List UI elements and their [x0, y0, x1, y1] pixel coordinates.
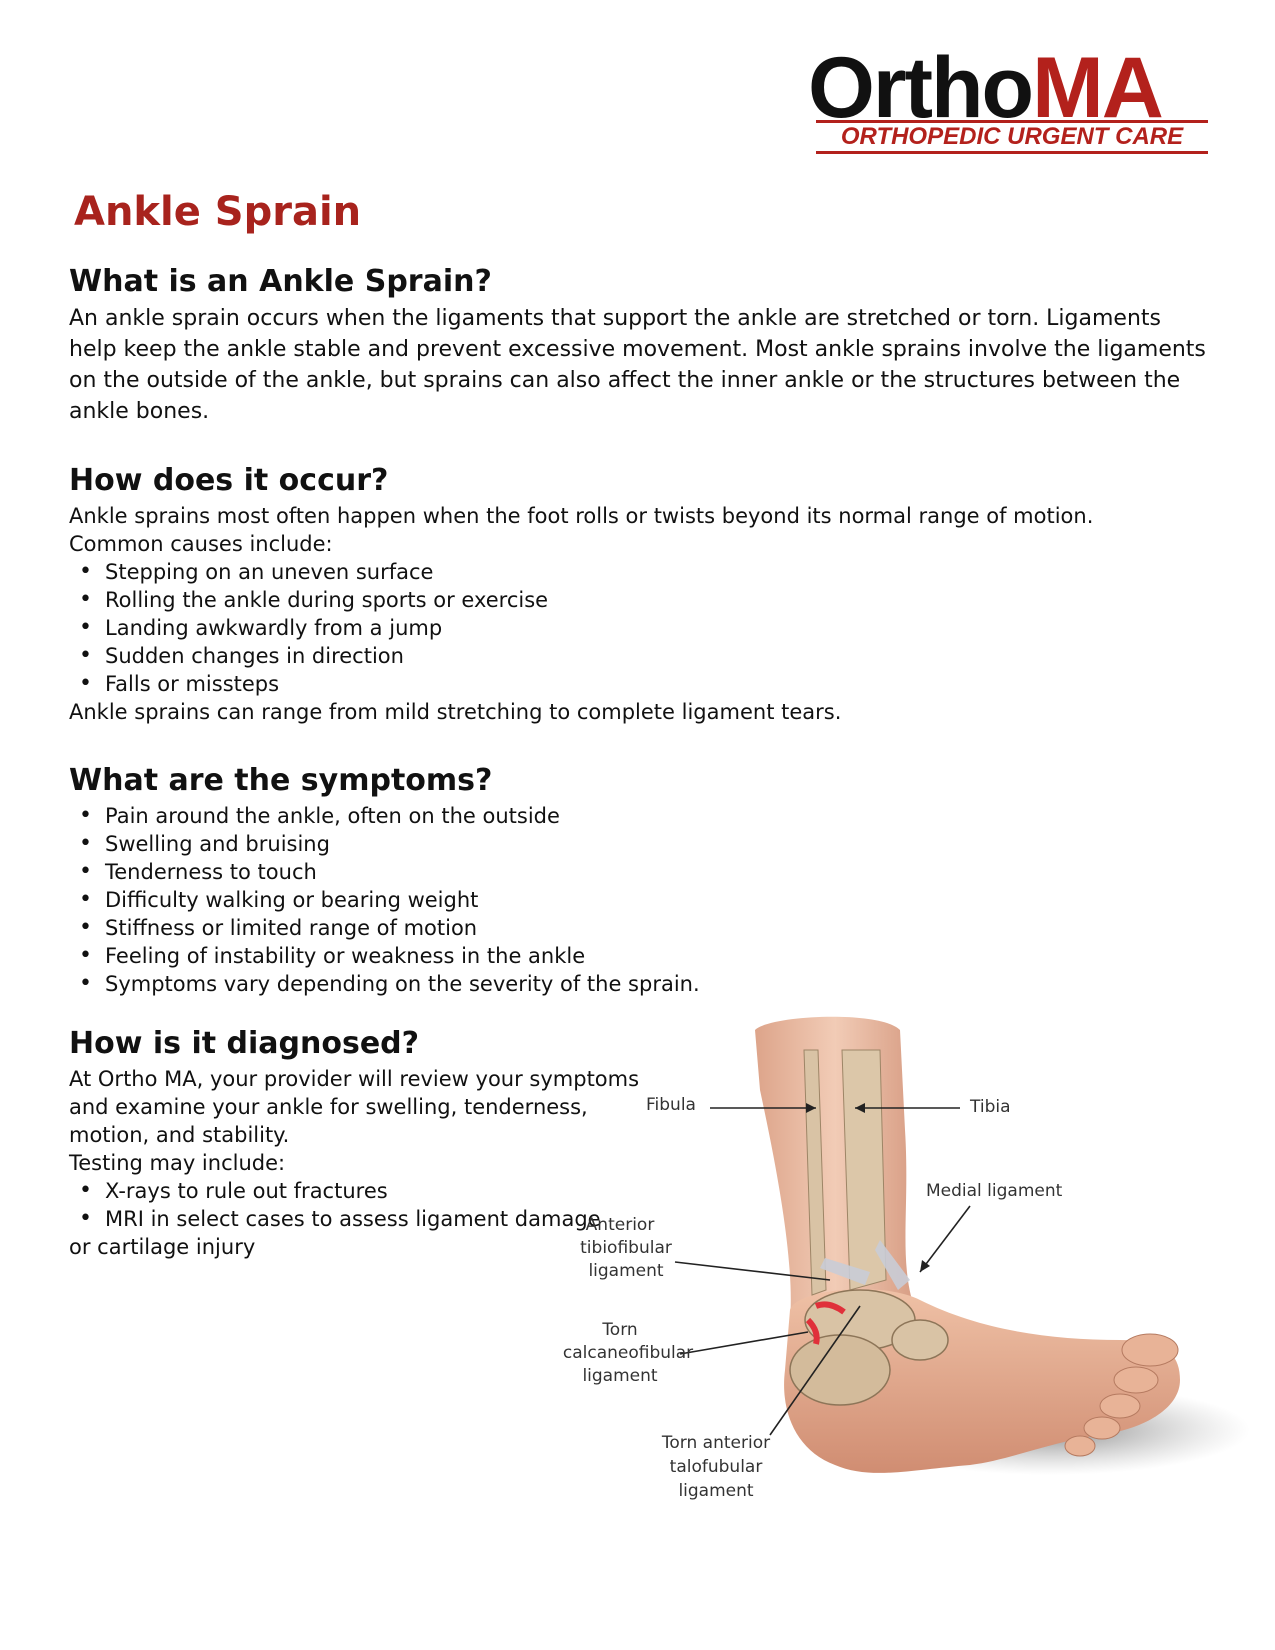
- list-item: • X-rays to rule out fractures: [69, 1177, 669, 1205]
- causes-list: [69, 558, 1209, 698]
- ortho-ma-logo: [808, 40, 1208, 150]
- logo-ortho-text: Ortho: [808, 40, 1033, 136]
- label-fibula: Fibula: [646, 1095, 696, 1115]
- label-anterior-tibiofibular-1: Anterior: [585, 1215, 655, 1235]
- section-intro: Ankle sprains most often happen when the foot rolls or twists beyond its normal range of motion.: [69, 504, 1094, 528]
- label-calcaneofibular-1: Torn: [602, 1320, 638, 1340]
- section-body: At Ortho MA, your provider will review your symptoms and examine your ankle for swelling, tenderness, motion, and stability.: [69, 1067, 640, 1147]
- label-anterior-tibiofibular-3: ligament: [588, 1261, 664, 1281]
- section-outro: Ankle sprains can range from mild stretching to complete ligament tears.: [69, 700, 842, 724]
- list-item: • Feeling of instability or weakness in the ankle: [69, 942, 1209, 970]
- list-item: • Falls or missteps: [69, 670, 1209, 698]
- label-medial-ligament: Medial ligament: [926, 1181, 1063, 1201]
- logo-tagline: ORTHOPEDIC URGENT CARE: [816, 120, 1208, 154]
- section-heading: What are the symptoms?: [69, 763, 493, 798]
- logo-ma-text: MA: [1032, 40, 1162, 136]
- navicular-bone: [892, 1320, 948, 1360]
- label-talofibular-1: Torn anterior: [661, 1433, 771, 1453]
- section-outro: or cartilage injury: [69, 1235, 256, 1259]
- label-calcaneofibular-2: calcaneofibular: [562, 1343, 694, 1363]
- list-item: • MRI in select cases to assess ligament damage: [69, 1205, 669, 1233]
- section-heading: How does it occur?: [69, 463, 389, 498]
- label-tibia: Tibia: [970, 1097, 1011, 1117]
- list-item: • Rolling the ankle during sports or exercise: [69, 586, 1209, 614]
- list-item: • Pain around the ankle, often on the outside: [69, 802, 1209, 830]
- label-talofibular-2: talofubular: [669, 1457, 763, 1477]
- tests-list: [69, 1177, 669, 1233]
- section-heading: How is it diagnosed?: [69, 1026, 420, 1061]
- label-calcaneofibular-3: ligament: [582, 1366, 658, 1386]
- list-item: • Stiffness or limited range of motion: [69, 914, 1209, 942]
- symptoms-list: [69, 802, 1209, 998]
- label-talofibular-3: ligament: [678, 1481, 754, 1501]
- page-title: Ankle Sprain: [74, 189, 362, 235]
- section-intro-2: Common causes include:: [69, 532, 333, 556]
- list-item: • Sudden changes in direction: [69, 642, 1209, 670]
- section-body: An ankle sprain occurs when the ligaments that support the ankle are stretched or torn. Ligaments help keep the ankle stable and prevent excessive movement. Most ankle sprains involve the ligaments on the outside of the ankle, but sprains can also affect the inner ankle or the structures between the ankle bones.: [69, 306, 1206, 424]
- label-anterior-tibiofibular-2: tibiofibular: [580, 1238, 672, 1258]
- section-diagnosis: [69, 1025, 669, 1261]
- list-item: • Tenderness to touch: [69, 858, 1209, 886]
- section-what-is: [69, 263, 1209, 427]
- calcaneus-bone: [790, 1335, 890, 1405]
- list-item: • Difficulty walking or bearing weight: [69, 886, 1209, 914]
- ankle-anatomy-diagram: [562, 1010, 1240, 1570]
- section-intro: Testing may include:: [69, 1151, 286, 1175]
- section-heading: What is an Ankle Sprain?: [69, 264, 492, 299]
- list-item: • Swelling and bruising: [69, 830, 1209, 858]
- list-item: • Symptoms vary depending on the severity of the sprain.: [69, 970, 1209, 998]
- list-item: • Stepping on an uneven surface: [69, 558, 1209, 586]
- section-symptoms: [69, 762, 1209, 998]
- list-item: • Landing awkwardly from a jump: [69, 614, 1209, 642]
- section-how-occur: [69, 462, 1209, 726]
